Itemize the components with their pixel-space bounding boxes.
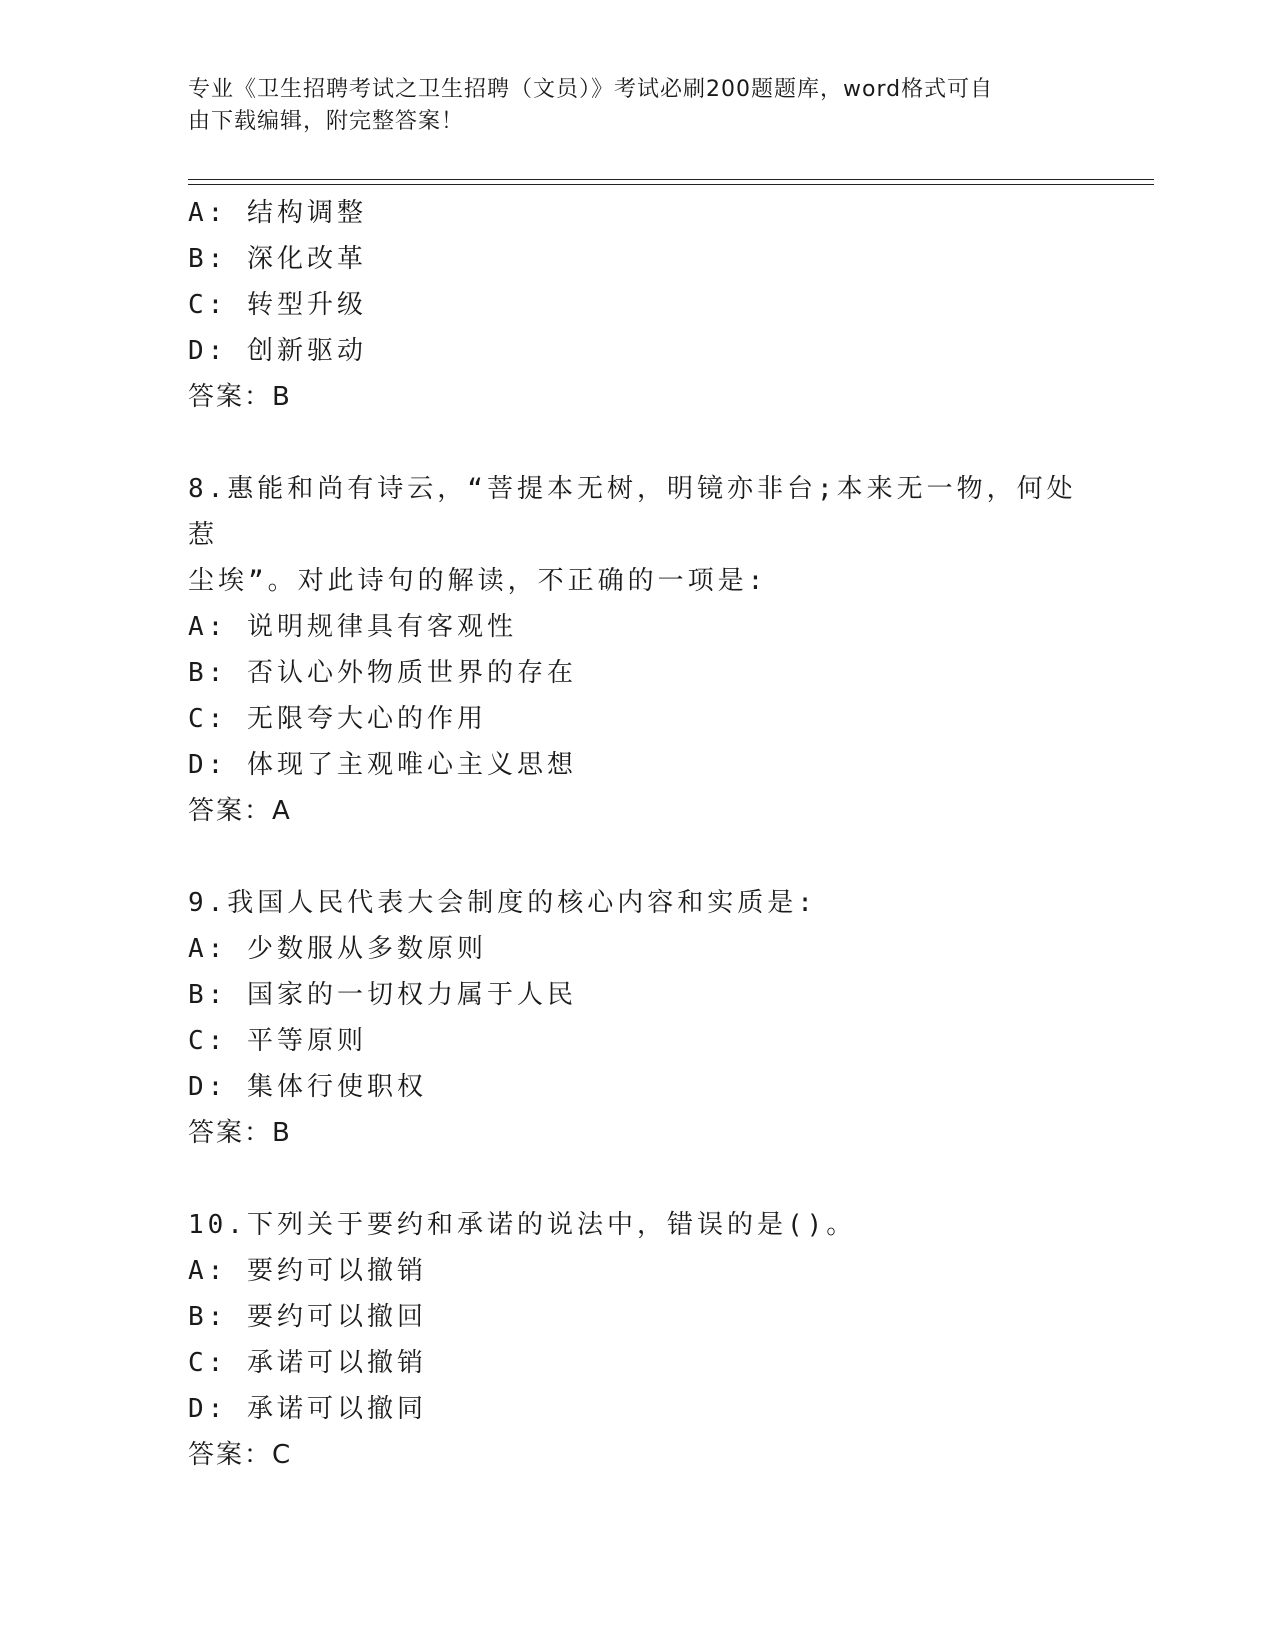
option-d: D: 承诺可以撤同: [188, 1394, 427, 1424]
option-b: B: 深化改革: [188, 244, 367, 274]
question-9: [188, 880, 1088, 1156]
question-list: [188, 190, 1088, 1478]
question-stem: 9.我国人民代表大会制度的核心内容和实质是:: [188, 888, 817, 918]
spacer: [188, 420, 1088, 466]
question-stem-line-2: 尘埃”。对此诗句的解读，不正确的一项是:: [188, 566, 768, 596]
question-stem: 10.下列关于要约和承诺的说法中，错误的是()。: [188, 1210, 857, 1240]
option-b: B: 否认心外物质世界的存在: [188, 658, 577, 688]
question-7: [188, 190, 1088, 420]
option-c: C: 无限夸大心的作用: [188, 704, 487, 734]
option-a: A: 要约可以撤销: [188, 1256, 427, 1286]
answer: 答案：B: [188, 382, 292, 412]
option-c: C: 转型升级: [188, 290, 367, 320]
header-rule-bottom: [188, 184, 1154, 185]
option-d: D: 体现了主观唯心主义思想: [188, 750, 577, 780]
option-b: B: 国家的一切权力属于人民: [188, 980, 577, 1010]
answer: 答案：A: [188, 796, 292, 826]
header-rule-top: [188, 179, 1154, 180]
answer: 答案：C: [188, 1440, 293, 1470]
question-8: [188, 466, 1088, 834]
spacer: [188, 1156, 1088, 1202]
option-a: A: 少数服从多数原则: [188, 934, 487, 964]
spacer: [188, 834, 1088, 880]
answer: 答案：B: [188, 1118, 292, 1148]
option-d: D: 集体行使职权: [188, 1072, 427, 1102]
option-a: A: 说明规律具有客观性: [188, 612, 517, 642]
option-d: D: 创新驱动: [188, 336, 367, 366]
document-header: [188, 74, 1068, 138]
option-b: B: 要约可以撤回: [188, 1302, 427, 1332]
option-a: A: 结构调整: [188, 198, 367, 228]
header-line-2: 由下载编辑，附完整答案！: [188, 109, 465, 134]
header-line-1: 专业《卫生招聘考试之卫生招聘（文员）》考试必刷200题题库，word格式可自: [188, 77, 994, 102]
question-10: [188, 1202, 1088, 1478]
question-stem-line-1: 8.惠能和尚有诗云，“菩提本无树，明镜亦非台;本来无一物，何处惹: [188, 474, 1077, 550]
option-c: C: 平等原则: [188, 1026, 367, 1056]
option-c: C: 承诺可以撤销: [188, 1348, 427, 1378]
